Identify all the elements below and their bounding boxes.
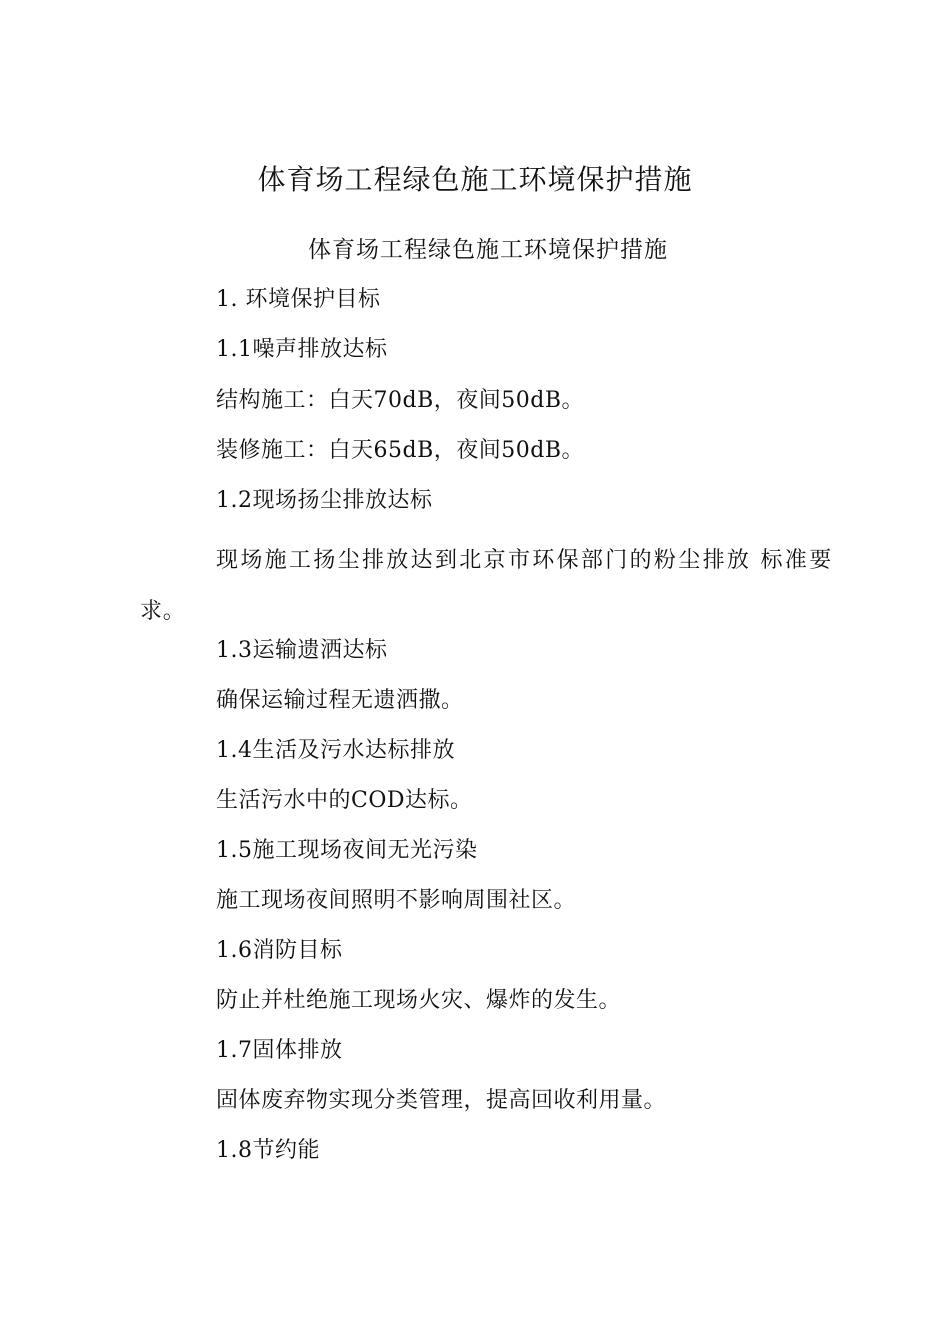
subsection-heading: 1.3运输遗洒达标 (216, 638, 388, 663)
body-paragraph: 现场施工扬尘排放达到北京市环保部门的粉尘排放 标准要求。 (140, 548, 832, 624)
subsection-heading: 1.2现场扬尘排放达标 (216, 488, 433, 513)
body-text: 生活污水中的COD达标。 (216, 788, 473, 813)
subsection-heading: 1.4生活及污水达标排放 (216, 738, 455, 763)
subsection-heading: 1.7固体排放 (216, 1038, 343, 1063)
subsection-heading: 1.5施工现场夜间无光污染 (216, 838, 478, 863)
section-heading: 1. 环境保护目标 (216, 287, 381, 312)
document-subtitle: 体育场工程绿色施工环境保护措施 (308, 237, 668, 263)
subsection-heading: 1.1噪声排放达标 (216, 337, 388, 362)
subsection-heading: 1.8节约能 (216, 1138, 320, 1163)
subsection-heading: 1.6消防目标 (216, 938, 343, 963)
body-text: 固体废弃物实现分类管理，提高回收利用量。 (216, 1088, 667, 1113)
body-text: 装修施工：白天65dB，夜间50dB。 (216, 438, 584, 463)
document-title: 体育场工程绿色施工环境保护措施 (257, 163, 693, 196)
body-text: 施工现场夜间照明不影响周围社区。 (216, 888, 577, 913)
body-text: 防止并杜绝施工现场火灾、爆炸的发生。 (216, 988, 622, 1013)
body-text: 确保运输过程无遗洒撒。 (216, 688, 464, 713)
body-text: 结构施工：白天70dB，夜间50dB。 (216, 388, 584, 413)
